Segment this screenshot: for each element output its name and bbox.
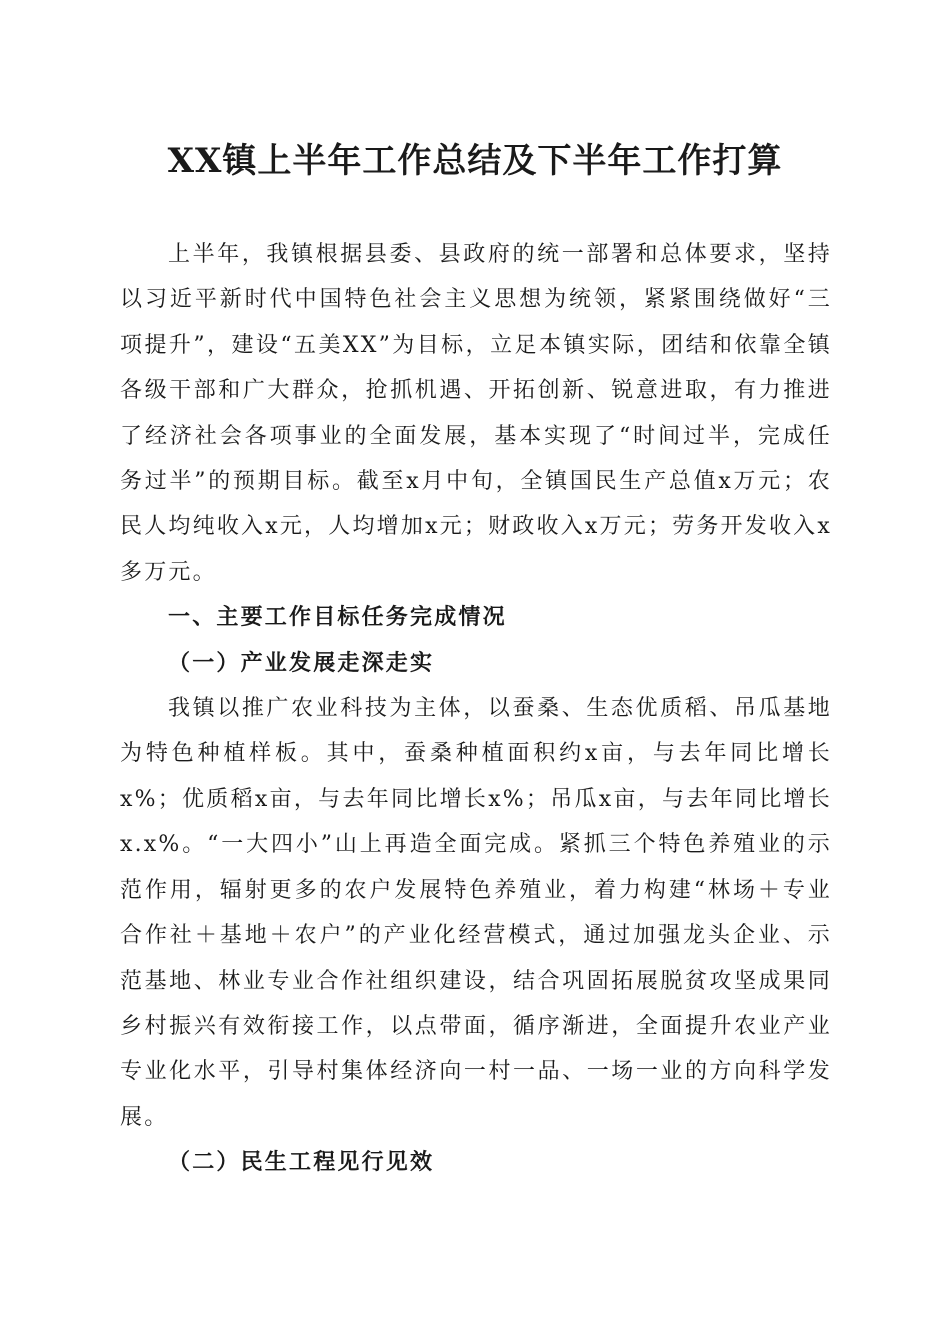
industry-paragraph: 我镇以推广农业科技为主体，以蚕桑、生态优质稻、吊瓜基地为特色种植样板。其中，蚕桑种植面积约x亩，与去年同比增长x%；优质稻x亩，与去年同比增长x%；吊瓜x亩，与去年同比增长x.x%。“一大四小”山上再造全面完成。紧抓三个特色养殖业的示范作用，辐射更多的农户发展特色养殖业，着力构建“林场＋专业合作社＋基地＋农户”的产业化经营模式，通过加强龙头企业、示范基地、林业专业合作社组织建设，结合巩固拓展脱贫攻坚成果同乡村振兴有效衔接工作，以点带面，循序渐进，全面提升农业产业专业化水平，引导村集体经济向一村一品、一场一业的方向科学发展。 <box>120 696 832 1130</box>
document-title: XX镇上半年工作总结及下半年工作打算 <box>167 141 783 181</box>
document-body <box>120 232 832 1186</box>
subsection-heading-livelihood: （二）民生工程见行见效 <box>168 1149 435 1176</box>
subsection-heading-industry: （一）产业发展走深走实 <box>168 649 435 676</box>
section-heading-main-tasks: 一、主要工作目标任务完成情况 <box>168 605 507 631</box>
intro-paragraph: 上半年，我镇根据县委、县政府的统一部署和总体要求，坚持以习近平新时代中国特色社会主义思想为统领，紧紧围绕做好“三项提升”，建设“五美XX”为目标，立足本镇实际，团结和依靠全镇各级干部和广大群众，抢抓机遇、开拓创新、锐意进取，有力推进了经济社会各项事业的全面发展，基本实现了“时间过半，完成任务过半”的预期目标。截至x月中旬，全镇国民生产总值x万元；农民人均纯收入x元，人均增加x元；财政收入x万元；劳务开发收入x多万元。 <box>120 242 832 585</box>
